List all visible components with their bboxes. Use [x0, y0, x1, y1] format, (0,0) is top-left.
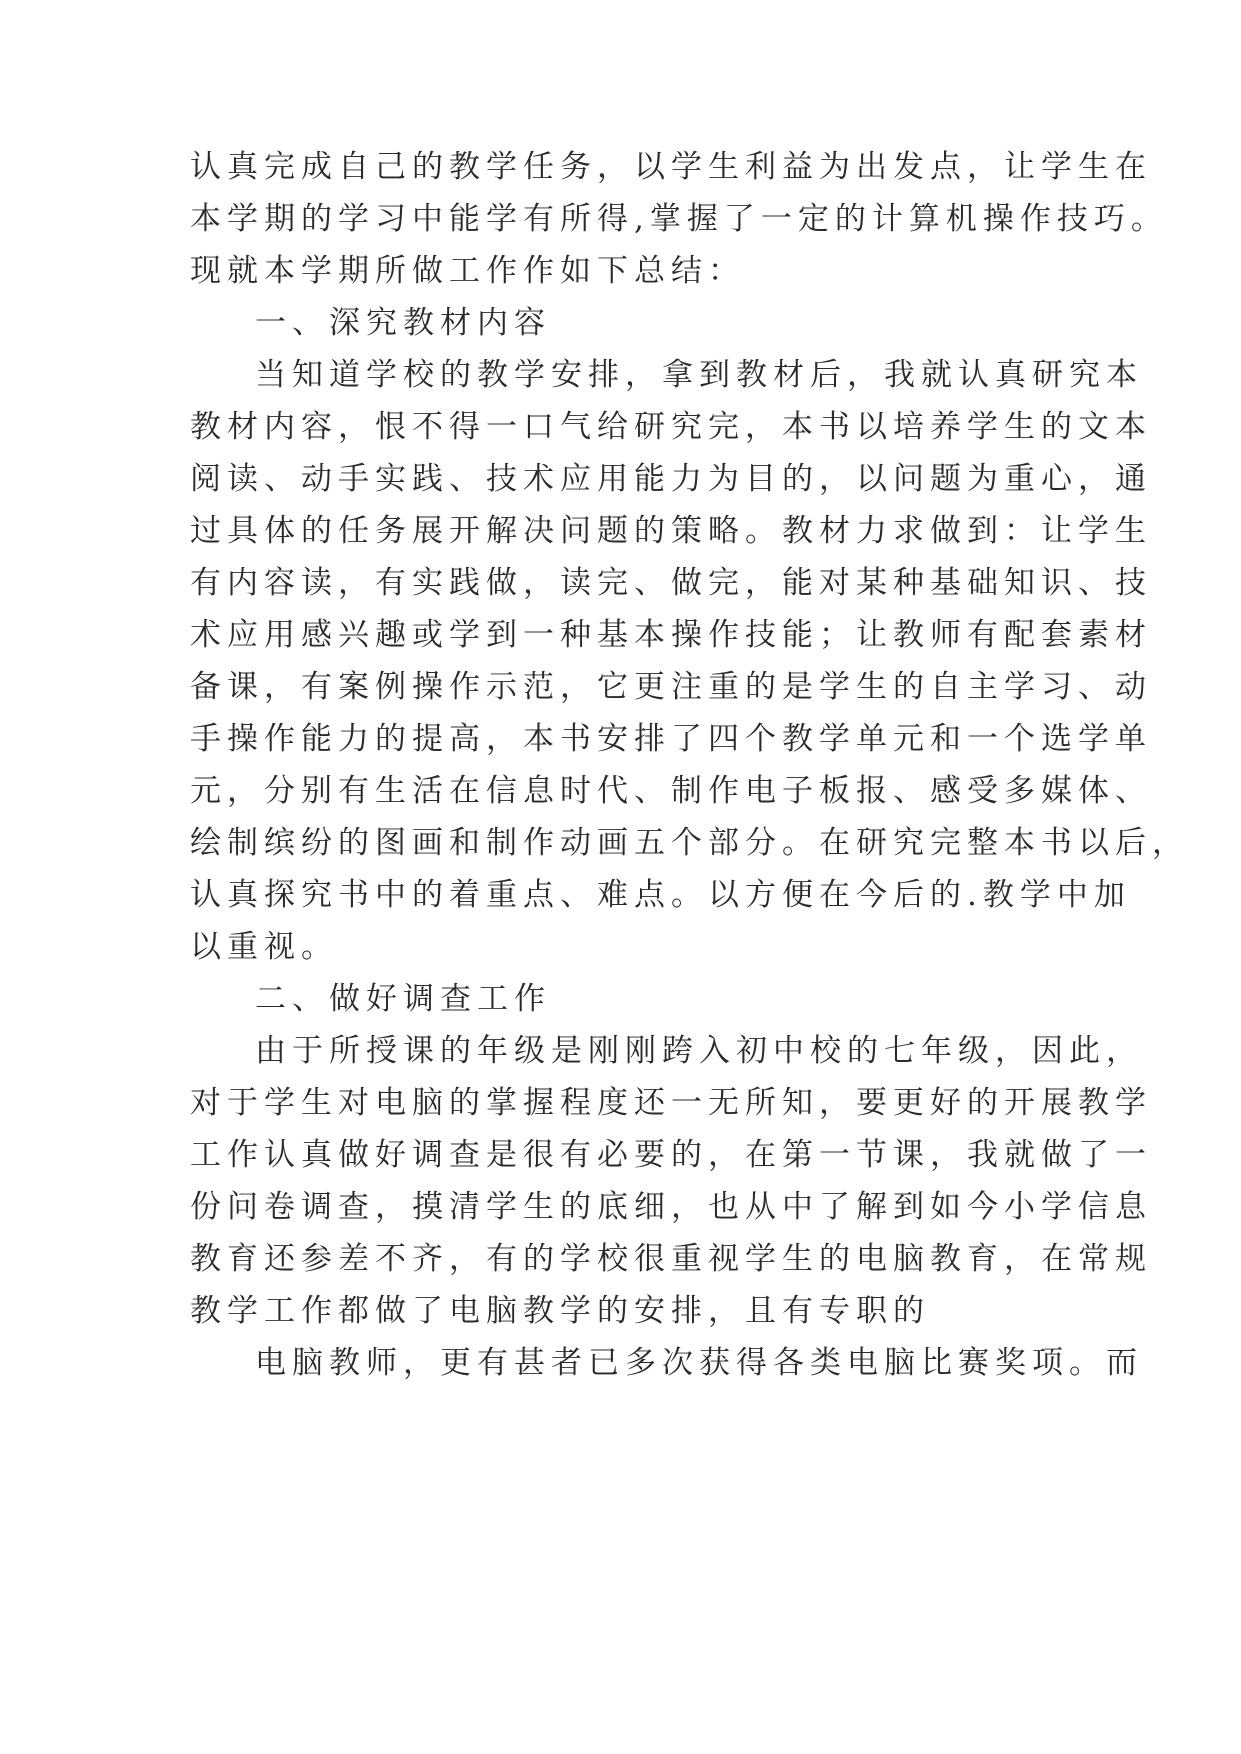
- text-line: 教材内容，恨不得一口气给研究完，本书以培养学生的文本: [190, 409, 1152, 445]
- text-line: 当知道学校的教学安排，拿到教材后，我就认真研究本: [255, 357, 1143, 393]
- text-line: 教学工作都做了电脑教学的安排，且有专职的: [190, 1293, 930, 1329]
- text-line: 工作认真做好调查是很有必要的，在第一节课，我就做了一: [190, 1137, 1152, 1173]
- text-line: 备课，有案例操作示范，它更注重的是学生的自主学习、动: [190, 669, 1152, 705]
- text-line: 由于所授课的年级是刚刚跨入初中校的七年级，因此，: [255, 1033, 1143, 1069]
- text-line: 电脑教师，更有甚者已多次获得各类电脑比赛奖项。而: [255, 1345, 1143, 1381]
- text-line: 认真探究书中的着重点、难点。以方便在今后的.教学中加: [190, 877, 1131, 913]
- text-line: 过具体的任务展开解决问题的策略。教材力求做到：让学生: [190, 513, 1152, 549]
- text-line: 认真完成自己的教学任务，以学生利益为出发点，让学生在: [190, 149, 1152, 185]
- text-line: 术应用感兴趣或学到一种基本操作技能；让教师有配套素材: [190, 617, 1152, 653]
- text-line: 份问卷调查，摸清学生的底细，也从中了解到如今小学信息: [190, 1189, 1152, 1225]
- text-line: 以重视。: [190, 929, 338, 965]
- section-heading-2: 二、做好调查工作: [255, 981, 551, 1017]
- text-line: 手操作能力的提高，本书安排了四个教学单元和一个选学单: [190, 721, 1152, 757]
- text-line: 现就本学期所做工作作如下总结：: [190, 253, 745, 289]
- text-line: 对于学生对电脑的掌握程度还一无所知，要更好的开展教学: [190, 1085, 1152, 1121]
- text-line: 阅读、动手实践、技术应用能力为目的，以问题为重心，通: [190, 461, 1152, 497]
- text-line: 有内容读，有实践做，读完、做完，能对某种基础知识、技: [190, 565, 1152, 601]
- section-heading-1: 一、深究教材内容: [255, 305, 551, 341]
- text-line: 绘制缤纷的图画和制作动画五个部分。在研究完整本书以后，: [190, 825, 1189, 861]
- text-line: 本学期的学习中能学有所得,掌握了一定的计算机操作技巧。: [190, 201, 1168, 237]
- text-line: 元，分别有生活在信息时代、制作电子板报、感受多媒体、: [190, 773, 1152, 809]
- text-line: 教育还参差不齐，有的学校很重视学生的电脑教育，在常规: [190, 1241, 1152, 1277]
